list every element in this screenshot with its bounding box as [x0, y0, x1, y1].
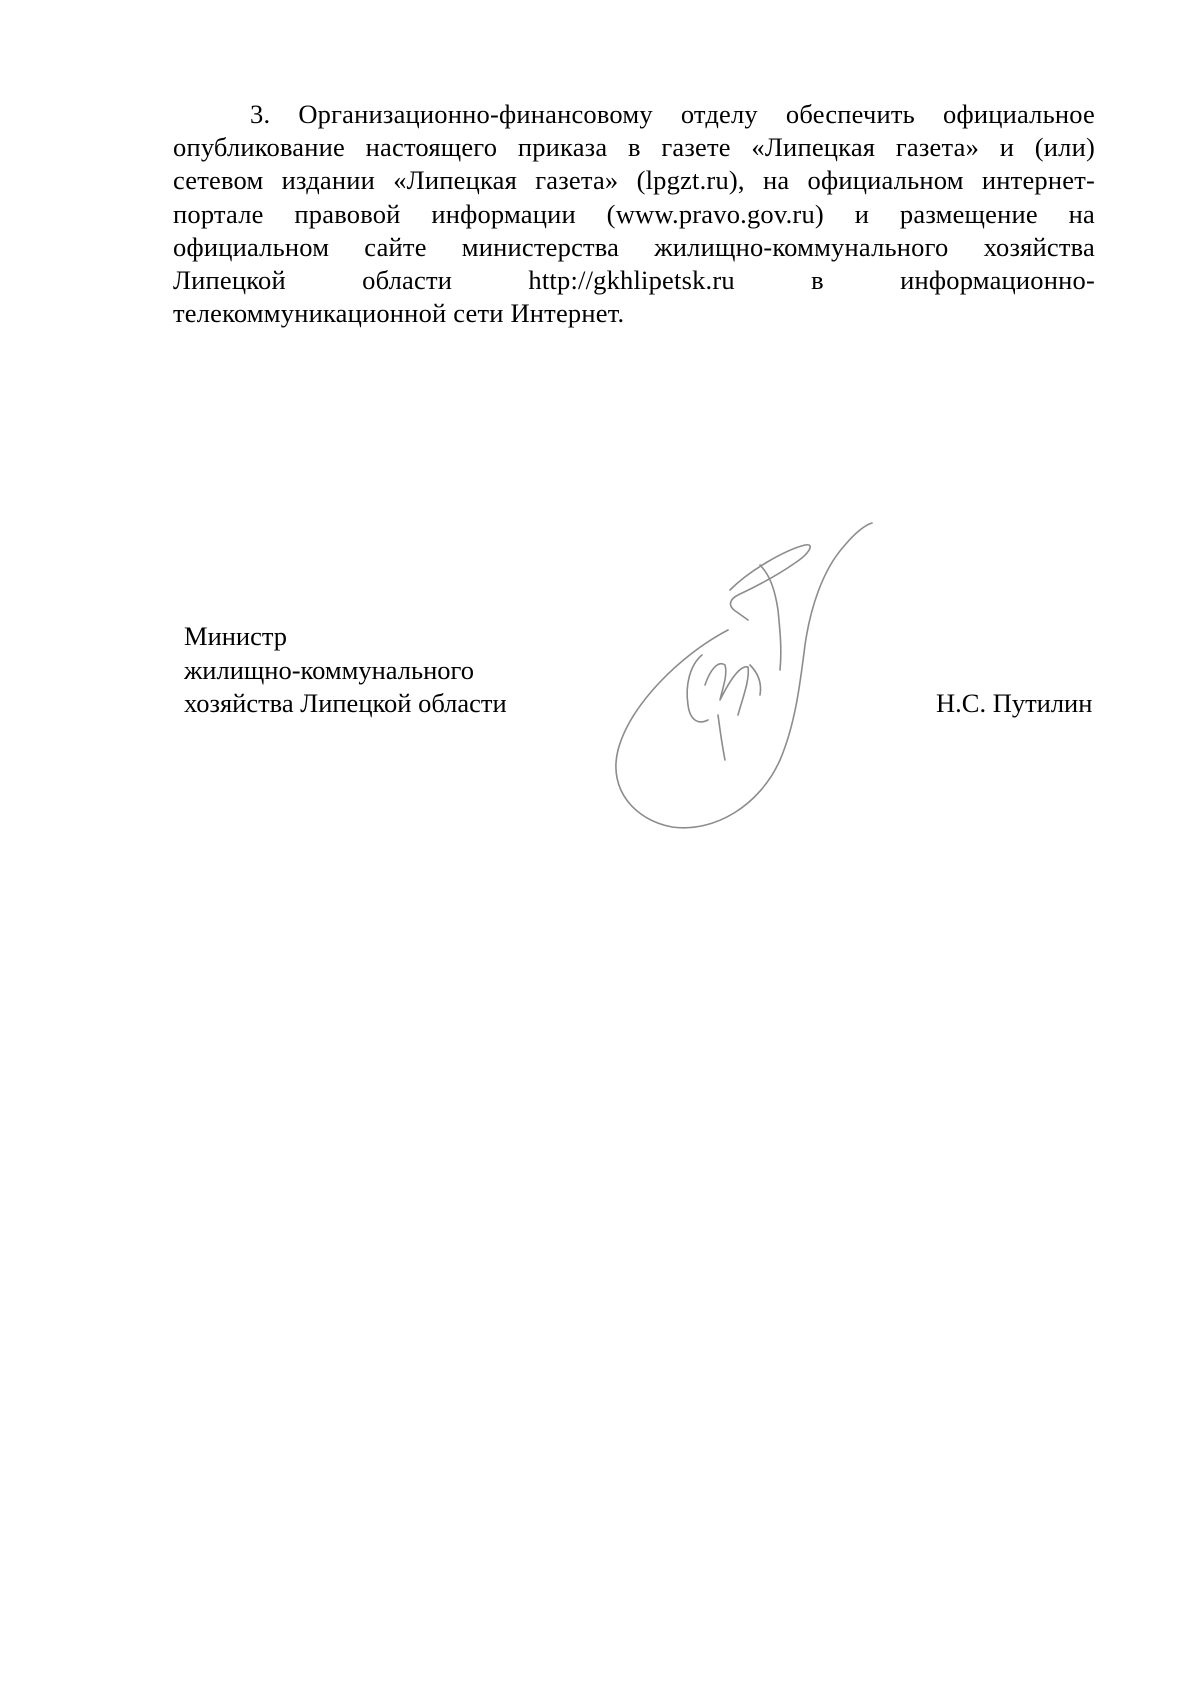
signer-position [184, 620, 507, 721]
signer-name: Н.С. Путилин [936, 688, 1093, 718]
paragraph-line: Липецкой области http://gkhlipetsk.ru в информационно- [173, 265, 1095, 296]
paragraph-line: портале правовой информации (www.pravo.gov.ru) и размещение на [173, 198, 1095, 229]
paragraph-line: опубликование настоящего приказа в газете «Липецкая газета» и (или) [173, 132, 1095, 163]
paragraph-line: телекоммуникационной сети Интернет. [173, 298, 625, 329]
paragraph-3 [173, 98, 1095, 330]
paragraph-line: 3. Организационно-финансовому отделу обеспечить официальное [250, 99, 1095, 129]
signer-position-line: жилищно-коммунального [184, 654, 474, 685]
paragraph-line: официальном сайте министерства жилищно-коммунального хозяйства [173, 231, 1095, 262]
paragraph-line: сетевом издании «Липецкая газета» (lpgzt.ru), на официальном интернет- [173, 165, 1095, 196]
signer-position-line: хозяйства Липецкой области [184, 688, 507, 719]
handwritten-signature-icon [610, 515, 910, 840]
signer-position-line: Министр [184, 621, 288, 651]
